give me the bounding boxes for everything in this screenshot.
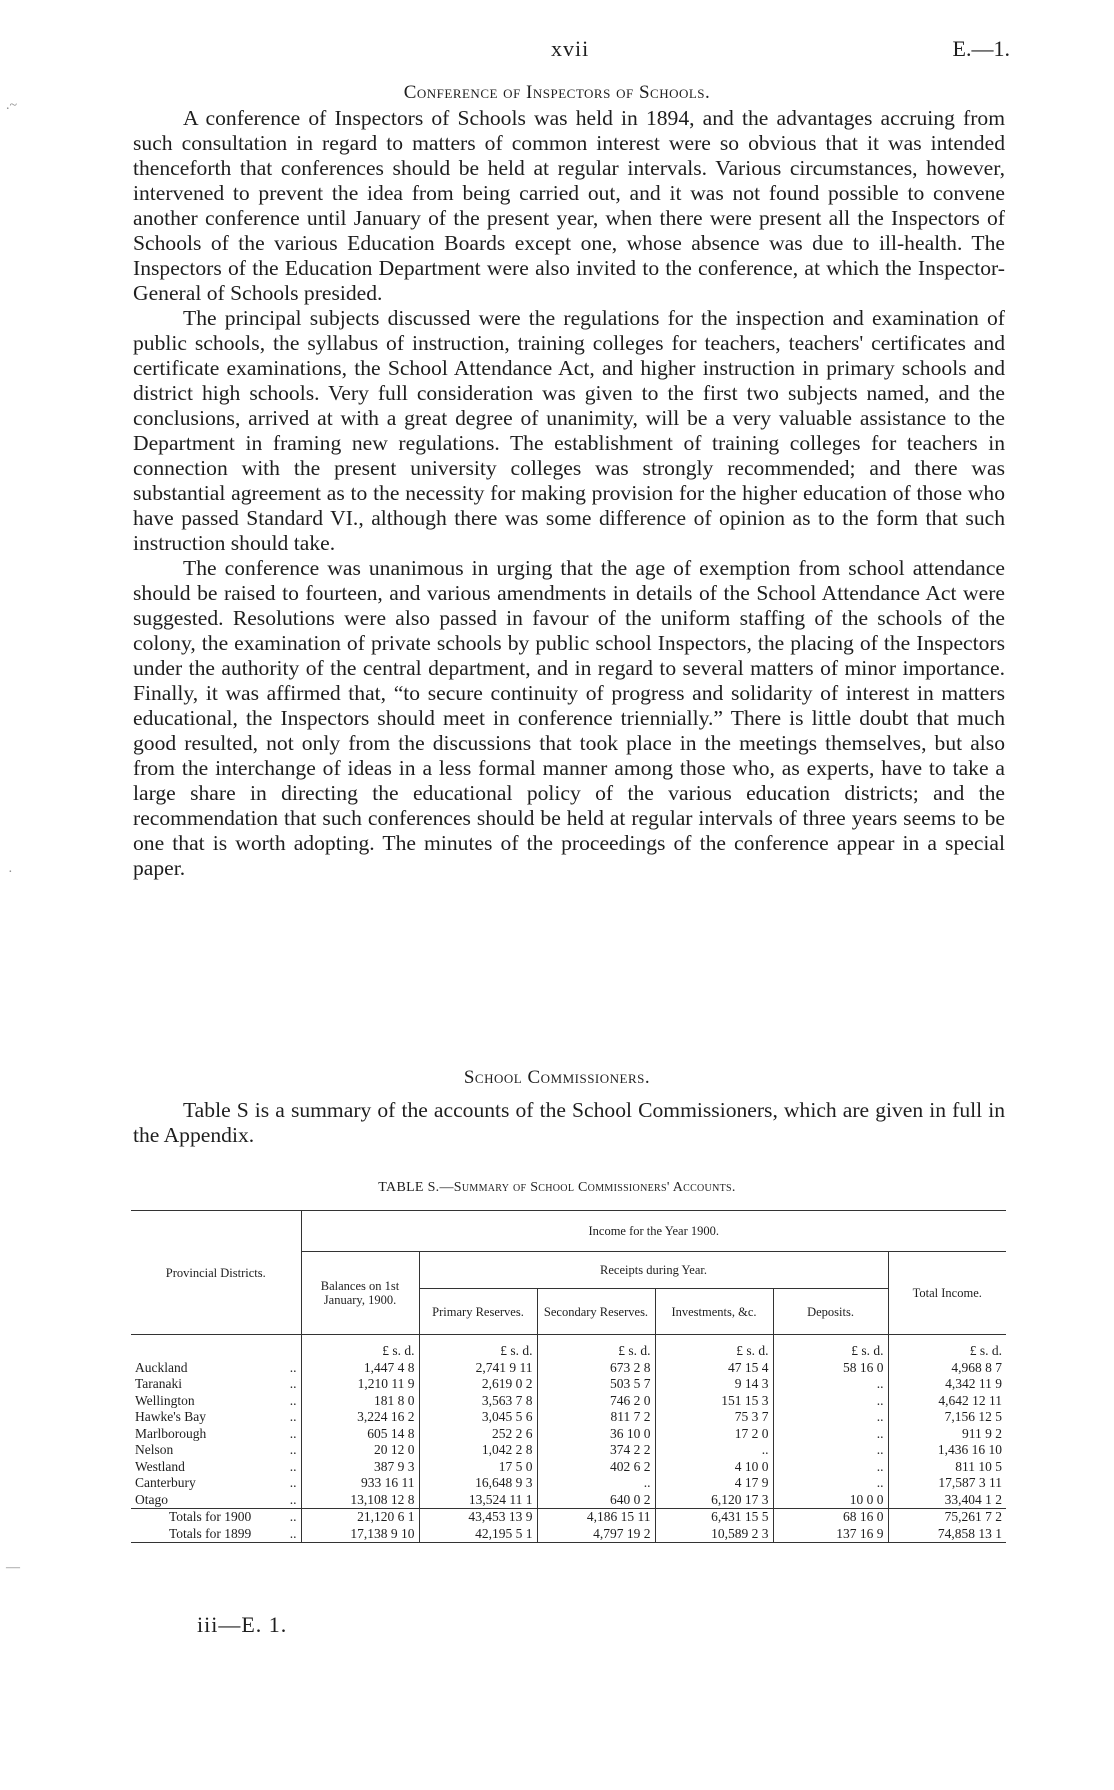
table-cell: 503 5 7 — [537, 1376, 655, 1393]
totals-row — [131, 1509, 1006, 1526]
table-cell: 4,968 8 7 — [888, 1360, 1006, 1377]
district-label: Auckland — [135, 1359, 188, 1375]
footer-signature: iii—E. 1. — [197, 1612, 288, 1637]
table-cell: 605 14 8 — [301, 1426, 419, 1443]
district-name: Nelson .. — [135, 1442, 297, 1457]
table-cell: 151 15 3 — [655, 1393, 773, 1410]
table-cell: 4 17 9 — [655, 1475, 773, 1492]
table-cell: 3,045 5 6 — [419, 1409, 537, 1426]
table-cell: 3,224 16 2 — [301, 1409, 419, 1426]
units-row — [131, 1343, 1006, 1360]
table-cell: 1,447 4 8 — [301, 1360, 419, 1377]
district-name: Auckland .. — [135, 1359, 297, 1375]
unit-cell: £ s. d. — [888, 1343, 1006, 1360]
totals-cell: 43,453 13 9 — [419, 1509, 537, 1526]
table-cell: .. — [773, 1475, 888, 1492]
table-cell: 374 2 2 — [537, 1442, 655, 1459]
table-cell: .. — [537, 1475, 655, 1492]
table-row — [131, 1492, 1006, 1509]
margin-mark: — — [6, 1560, 20, 1575]
table-cell: .. — [773, 1426, 888, 1443]
accounts-table — [131, 1210, 1006, 1543]
district-label: Canterbury — [135, 1475, 196, 1490]
table-row — [131, 1393, 1006, 1410]
conference-paragraph: The conference was unanimous in urging that the age of exemption from school attendance should be raised to fourteen, and various amendments in details of the School Attendance Act were suggested. Resolutions were also passed in favour of the uniform staffing of the schools of the colony, the examination of private schools by public school Inspectors, the placing of the Inspectors under the authority of the central department, and in regard to several matters of minor importance. Finally, it was affirmed that, “to secure continuity of progress and solidarity of interest in matters educational, the Inspectors should meet in conference triennially.” There is little doubt that much good resulted, not only from the discussions that took place in the meetings themselves, but also from the interchange of ideas in a less formal manner among those who, as experts, have to take a large share in directing the educational policy of the various education districts; and the recommendation that such conferences should be held at regular intervals of three years seems to be one that is worth adopting. The minutes of the proceedings of the conference appear in a special paper. — [133, 556, 1005, 880]
district-label: Nelson — [135, 1442, 174, 1457]
table-cell: 1,436 16 10 — [888, 1442, 1006, 1459]
totals-cell: 21,120 6 1 — [301, 1509, 419, 1526]
margin-mark: · — [8, 865, 13, 880]
unit-cell: £ s. d. — [419, 1343, 537, 1360]
table-cell: 2,741 9 11 — [419, 1360, 537, 1377]
table-cell: 20 12 0 — [301, 1442, 419, 1459]
table-cell: 4,342 11 9 — [888, 1376, 1006, 1393]
table-cell: .. — [773, 1459, 888, 1476]
totals-cell: 6,431 15 5 — [655, 1509, 773, 1526]
table-cell: 811 10 5 — [888, 1459, 1006, 1476]
table-cell: 673 2 8 — [537, 1360, 655, 1377]
table-cell: 47 15 4 — [655, 1360, 773, 1377]
margin-mark: .~ — [6, 98, 18, 113]
table-row — [131, 1426, 1006, 1443]
totals-cell: 4,797 19 2 — [537, 1526, 655, 1543]
table-cell: 181 8 0 — [301, 1393, 419, 1410]
totals-cell: 75,261 7 2 — [888, 1509, 1006, 1526]
district-name: Canterbury .. — [135, 1475, 297, 1490]
totals-label-text: Totals for 1900 — [169, 1509, 252, 1524]
table-caption — [0, 1180, 1114, 1196]
unit-cell: £ s. d. — [301, 1343, 419, 1360]
header-secondary: Secondary Reserves. — [537, 1289, 655, 1335]
table-row — [131, 1442, 1006, 1459]
table-row — [131, 1475, 1006, 1492]
table-cell: 387 9 3 — [301, 1459, 419, 1476]
table-cell: .. — [773, 1442, 888, 1459]
totals-label-text: Totals for 1899 — [169, 1525, 252, 1541]
table-cell: 4 10 0 — [655, 1459, 773, 1476]
table-row — [131, 1459, 1006, 1476]
unit-cell: £ s. d. — [773, 1343, 888, 1360]
district-label: Taranaki — [135, 1376, 183, 1391]
conference-section-title: Conference of Inspectors of Schools. — [403, 82, 711, 103]
table-cell: 6,120 17 3 — [655, 1492, 773, 1509]
table-row — [131, 1376, 1006, 1393]
table-cell: 2,619 0 2 — [419, 1376, 537, 1393]
table-cell: 1,042 2 8 — [419, 1442, 537, 1459]
table-cell: 36 10 0 — [537, 1426, 655, 1443]
table-cell: 16,648 9 3 — [419, 1475, 537, 1492]
district-label: Marlborough — [135, 1425, 207, 1441]
header-income-group: Income for the Year 1900. — [301, 1211, 1006, 1252]
conference-paragraph: A conference of Inspectors of Schools was held in 1894, and the advantages accruing from such consultation in regard to matters of common interest were so obvious that it was intended thenceforth that conferences should be held at regular intervals. Various circumstances, however, intervened to prevent the idea from being carried out, and it was not found possible to convene another conference until January of the present year, when there were present all the Inspectors of Schools of the various Education Boards except one, whose absence was due to ill-health. The Inspectors of the Education Department were also invited to the conference, at which the Inspector-General of Schools presided. — [133, 106, 1005, 305]
header-investments: Investments, &c. — [655, 1289, 773, 1335]
district-name: Marlborough .. — [135, 1425, 297, 1441]
table-cell: 811 7 2 — [537, 1409, 655, 1426]
table-cell: 13,108 12 8 — [301, 1492, 419, 1509]
table-cell: 10 0 0 — [773, 1492, 888, 1509]
totals-cell: 68 16 0 — [773, 1509, 888, 1526]
table-cell: 933 16 11 — [301, 1475, 419, 1492]
totals-label: Totals for 1899 .. — [169, 1525, 297, 1541]
header-balances: Balances on 1st January, 1900. — [301, 1252, 419, 1335]
table-cell: 4,642 12 11 — [888, 1393, 1006, 1410]
table-cell: 58 16 0 — [773, 1360, 888, 1377]
header-total: Total Income. — [888, 1252, 1006, 1335]
district-name: Wellington .. — [135, 1392, 297, 1408]
table-cell: 911 9 2 — [888, 1426, 1006, 1443]
document-reference: E.—1. — [952, 36, 1010, 61]
table-cell: 33,404 1 2 — [888, 1492, 1006, 1509]
table-cell: 252 2 6 — [419, 1426, 537, 1443]
commissioners-section-title: School Commissioners. — [463, 1067, 651, 1088]
totals-cell: 42,195 5 1 — [419, 1526, 537, 1543]
table-cell: 75 3 7 — [655, 1409, 773, 1426]
unit-cell: £ s. d. — [537, 1343, 655, 1360]
table-row — [131, 1360, 1006, 1377]
table-cell: 17 5 0 — [419, 1459, 537, 1476]
district-name: Westland .. — [135, 1458, 297, 1474]
totals-cell: 74,858 13 1 — [888, 1526, 1006, 1543]
table-cell: 17,587 3 11 — [888, 1475, 1006, 1492]
totals-cell: 4,186 15 11 — [537, 1509, 655, 1526]
page-number: xvii — [551, 36, 590, 61]
table-cell: 1,210 11 9 — [301, 1376, 419, 1393]
table-cell: 402 6 2 — [537, 1459, 655, 1476]
table-cell: .. — [773, 1393, 888, 1410]
conference-body — [133, 106, 1005, 881]
table-cell: 3,563 7 8 — [419, 1393, 537, 1410]
district-name: Otago .. — [135, 1491, 297, 1507]
table-cell: .. — [773, 1376, 888, 1393]
page-header — [0, 36, 1114, 66]
totals-cell: 17,138 9 10 — [301, 1526, 419, 1543]
table-cell: 640 0 2 — [537, 1492, 655, 1509]
table-cell: 9 14 3 — [655, 1376, 773, 1393]
table-cell: .. — [773, 1409, 888, 1426]
header-primary: Primary Reserves. — [419, 1289, 537, 1335]
district-label: Hawke's Bay — [135, 1409, 207, 1424]
header-deposits: Deposits. — [773, 1289, 888, 1335]
table-cell: 17 2 0 — [655, 1426, 773, 1443]
totals-cell: 137 16 9 — [773, 1526, 888, 1543]
district-name: Taranaki .. — [135, 1376, 297, 1391]
commissioners-paragraph: Table S is a summary of the accounts of the School Commissioners, which are given in full in the Appendix. — [133, 1098, 1005, 1147]
header-districts: Provincial Districts. — [131, 1211, 301, 1335]
totals-cell: 10,589 2 3 — [655, 1526, 773, 1543]
table-cell: .. — [655, 1442, 773, 1459]
district-label: Wellington — [135, 1392, 195, 1408]
district-name: Hawke's Bay .. — [135, 1409, 297, 1424]
table-caption-title: Summary of School Commissioners' Accounts. — [453, 1180, 736, 1195]
table-row — [131, 1409, 1006, 1426]
table-caption-prefix: TABLE S.— — [378, 1180, 454, 1195]
table-cell: 7,156 12 5 — [888, 1409, 1006, 1426]
commissioners-body — [133, 1098, 1005, 1148]
table-cell: 13,524 11 1 — [419, 1492, 537, 1509]
header-receipts-group: Receipts during Year. — [419, 1252, 888, 1289]
district-label: Westland — [135, 1458, 185, 1474]
totals-row — [131, 1526, 1006, 1543]
conference-paragraph: The principal subjects discussed were the regulations for the inspection and examination of public schools, the syllabus of instruction, training colleges for teachers, teachers' certificates and certificate examinations, the School Attendance Act, and higher instruction in primary schools and district high schools. Very full consideration was given to the first two subjects named, and the conclusions, arrived at with a great degree of unanimity, will be a very valuable assistance to the Department in framing new regulations. The establishment of training colleges for teachers in connection with the present university colleges was strongly recommended; and there was substantial agreement as to the necessity for making provision for the higher education of those who have passed Standard VI., although there was some difference of opinion as to the form that such instruction should take. — [133, 306, 1005, 555]
unit-cell: £ s. d. — [655, 1343, 773, 1360]
totals-label: Totals for 1900 .. — [169, 1509, 297, 1524]
district-label: Otago — [135, 1491, 168, 1507]
table-cell: 746 2 0 — [537, 1393, 655, 1410]
